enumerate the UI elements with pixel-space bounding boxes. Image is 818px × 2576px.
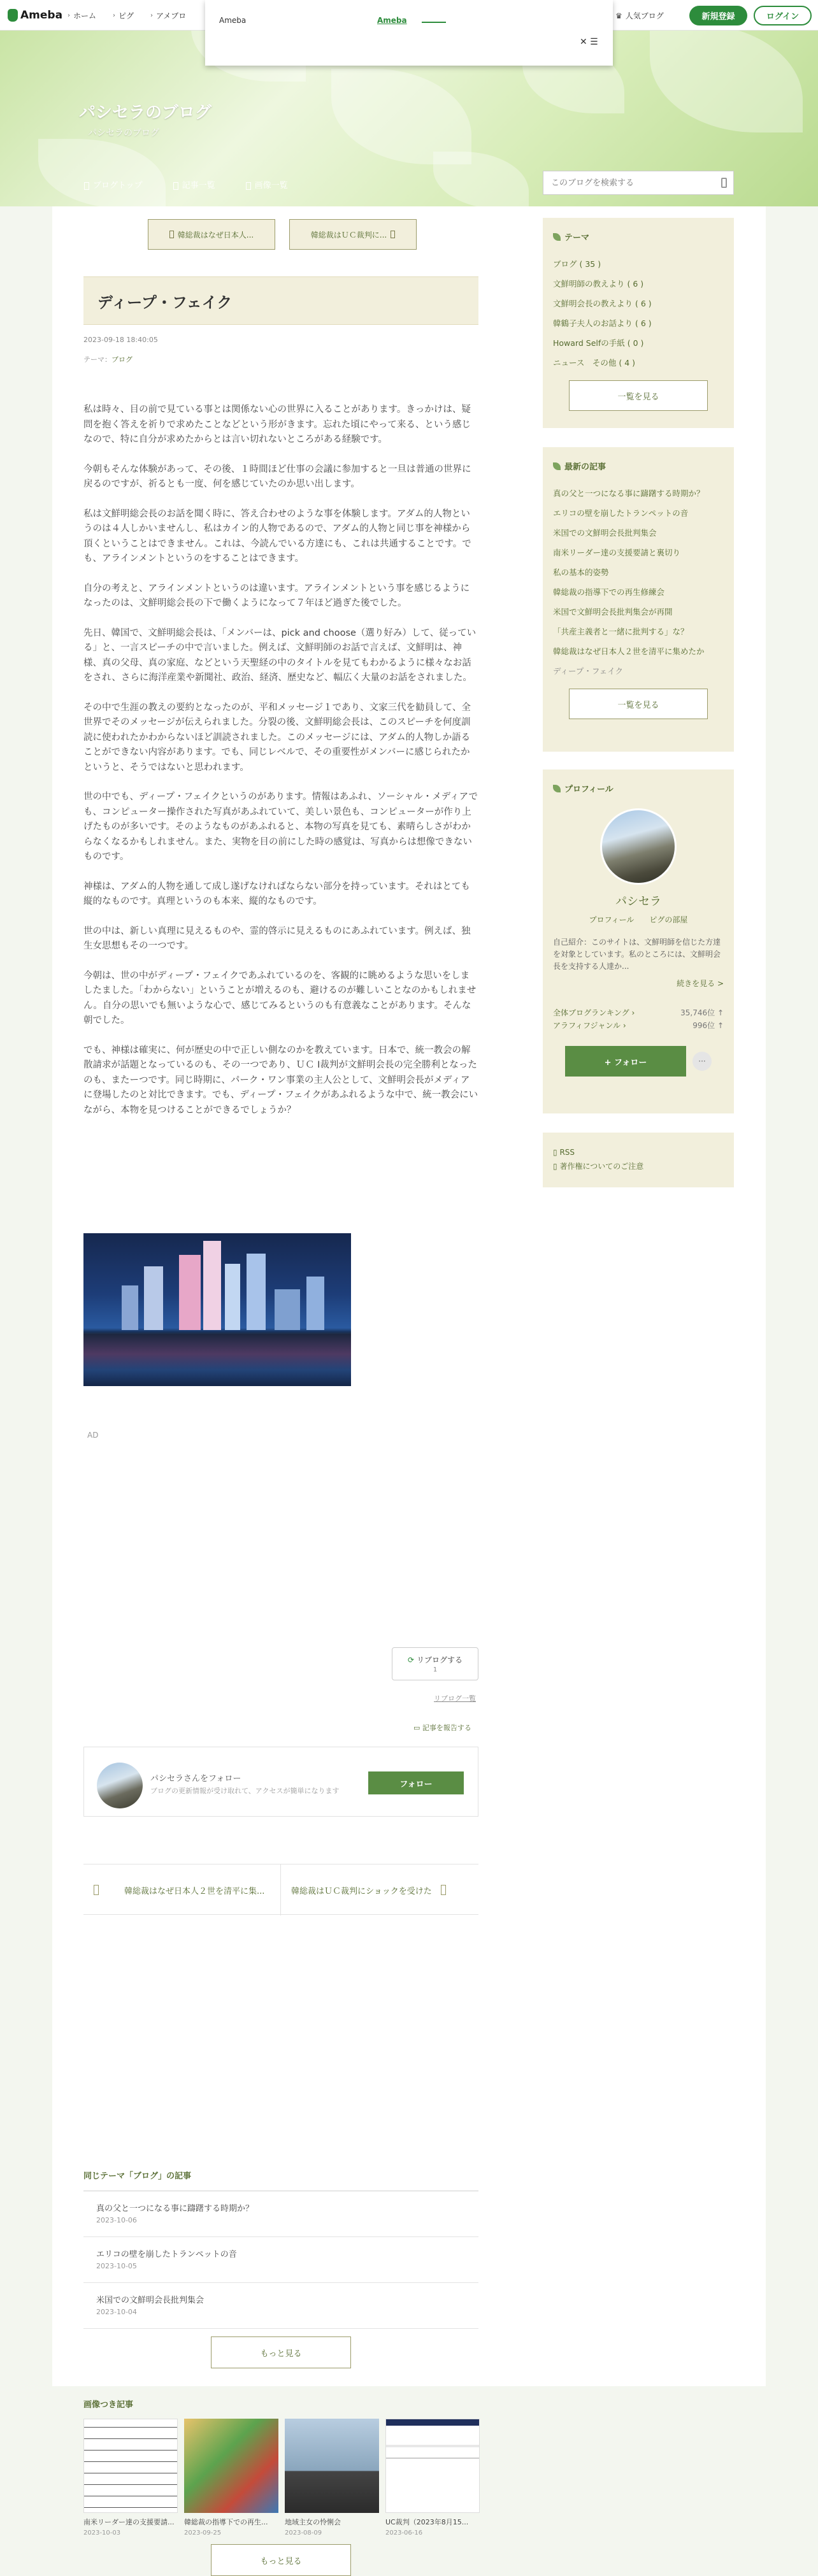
follow-card-subtitle: ブログの更新情報が受け取れて、アクセスが簡単になります xyxy=(150,1787,340,1795)
entry-body xyxy=(83,403,478,1133)
prev-article-bottom-label: 韓総裁はなぜ日本人２世を清平に集... xyxy=(124,1886,265,1896)
blog-search-input[interactable] xyxy=(543,171,703,194)
recent-list xyxy=(553,483,724,681)
related-title: エリコの壁を崩したトランペットの音 xyxy=(96,2250,237,2259)
entry-paragraph: 今朝もそんな体験があって、その後、１時間ほど仕事の会議に参加すると一旦は普通の世界に戻るのですが、祈るとも一度、何を感じていたのか思い出します。 xyxy=(83,464,471,489)
leaf-icon xyxy=(553,785,561,792)
related-date: 2023-10-04 xyxy=(96,2308,137,2316)
related-date: 2023-10-06 xyxy=(96,2216,137,2224)
city-night-image xyxy=(83,1233,351,1386)
theme-widget-title xyxy=(553,231,724,243)
related-more-button[interactable]: もっと見る xyxy=(211,2336,351,2368)
copyright-label: 著作権についてのご注意 xyxy=(559,1162,644,1171)
profile-links[interactable]: プロフィール ピグの部屋 xyxy=(589,915,688,924)
dropdown-ameba-link[interactable]: Ameba xyxy=(377,16,407,25)
theme-item[interactable]: Howard Selfの手紙 ( 0 ) xyxy=(553,338,644,348)
theme-more-button[interactable]: 一覧を見る xyxy=(569,380,708,411)
list-item[interactable] xyxy=(83,2237,478,2283)
recent-item[interactable]: 真の父と一つになる事に躊躇する時期か？ xyxy=(553,489,705,498)
related-title: 米国での文鮮明会長批判集会 xyxy=(96,2296,204,2305)
follow-button[interactable]: フォロー xyxy=(368,1771,464,1794)
image-article-title: 南米リーダー達の支援要請... xyxy=(83,2518,175,2526)
image-article[interactable] xyxy=(184,2419,278,2537)
entry-paragraph: 私は時々、目の前で見ている事とは関係ない心の世界に入ることがあります。きっかけは、疑問を抱く答えを祈りで求めたことなどという形がきます。忘れた頃にやって来る、という感じなので、特に自分が求めたからとは言い切れないところがある経験です。 xyxy=(83,404,471,445)
image-articles xyxy=(83,2419,478,2537)
gnav-home-label: ホーム xyxy=(73,11,97,20)
chevron-right-icon: › xyxy=(113,12,116,19)
crown-icon: ♛ xyxy=(615,11,622,20)
leaf-icon xyxy=(553,462,561,470)
info-icon: ▯ xyxy=(553,1162,557,1171)
entry-paragraph: でも、神様は確実に、何が歴史の中で正しい側なのかを教えています。日本で、統一教会の解散請求が話題となっているのも、その一つであり、ＵＣ I裁判が文鮮明会長の完全勝利となったのも、またーつです。同じ時期に、パーク・ワン事業の主人公として、文鮮明会長がメディアに登場したのと対比できます。でも、ディープ・フェイクがあふれるような中で、統一教会にいながら、本物を見つけることができるでしょうか？ xyxy=(83,1045,478,1115)
prev-article-button[interactable] xyxy=(148,219,275,250)
profile-widget-title xyxy=(553,782,724,794)
report-link[interactable] xyxy=(413,1722,471,1733)
leaf-decoration xyxy=(331,69,471,164)
chevron-right-icon xyxy=(391,231,395,238)
reblog-list-link[interactable]: リブログ一覧 xyxy=(434,1694,476,1703)
ad-label: AD xyxy=(87,1431,99,1440)
building xyxy=(203,1241,221,1330)
water-reflection xyxy=(83,1333,351,1386)
page-icon xyxy=(246,182,251,190)
popular-blogs-link[interactable] xyxy=(615,10,664,21)
building xyxy=(144,1266,163,1330)
related-title: 真の父と一つになる事に躊躇する時期か？ xyxy=(96,2204,254,2214)
reblog-label-text: リブログする xyxy=(416,1656,463,1664)
rss-label: RSS xyxy=(559,1148,575,1157)
rss-icon: ▯ xyxy=(553,1148,557,1157)
image-article-date: 2023-10-03 xyxy=(83,2529,121,2537)
reblog-label xyxy=(408,1654,463,1665)
theme-item[interactable]: 韓鶴子夫人のお話より ( 6 ) xyxy=(553,318,652,328)
recent-widget xyxy=(543,447,734,752)
recent-item[interactable]: 米国で文鮮明会長批判集会が再開 xyxy=(553,607,673,617)
building xyxy=(247,1254,266,1330)
chevron-right-icon: › xyxy=(68,12,70,19)
image-article-title: 地域主女の怜悧会 xyxy=(285,2518,341,2526)
prev-article-link[interactable] xyxy=(83,1864,281,1915)
related-heading: 同じテーマ「ブログ」の記事 xyxy=(83,2172,192,2181)
search-icon[interactable] xyxy=(721,178,727,188)
image-articles-more-button[interactable]: もっと見る xyxy=(211,2544,351,2576)
entry-paragraph: 世の中でも、ディープ・フェイクというのがあります。情報はあふれ、ソーシャル・メディアでも、コンピューター操作された写真があふれていて、美しい景色も、コンピューターが作り上げたものが多いです。そのようなものがあふれると、本物の写真を見ても、素晴らしさがわからなくなるかもしれません。また、実物を目の前にした時の感覚は、写真からは想像できないものです。 xyxy=(83,792,478,862)
popular-blogs-label: 人気ブログ xyxy=(625,11,664,20)
chevron-right-icon xyxy=(441,1885,446,1895)
image-articles-heading: 画像つき記事 xyxy=(83,2400,134,2410)
more-options-icon[interactable]: ··· xyxy=(692,1052,712,1071)
blog-title[interactable]: パシセラのブログ xyxy=(79,103,212,122)
gnav-ameblo-label: アメブロ xyxy=(156,11,187,20)
leaf-decoration xyxy=(38,139,166,209)
chevron-right-icon: › xyxy=(150,12,154,19)
entry-paragraph: 先日、韓国で、文鮮明総会長は、「メンバーは、pick and choose（選り好み）して、従っている」と、一言スピーチの中で言いました。例えば、文鮮明師のお話で言えば、文鮮明は、神様、真の父母、真の家庭、などという天聖経の中のタイトルを見てもわかるように様々なお話をされ、さらに海洋産業や新聞社、政治、経済、歴史など、幅広く大量のお話をされました。 xyxy=(83,627,477,683)
theme-item[interactable]: 文鮮明会長の教えより ( 6 ) xyxy=(553,299,652,308)
gnav-pigg-label: ピグ xyxy=(118,11,134,20)
follow-card xyxy=(83,1747,478,1817)
document-thumbnail xyxy=(385,2419,480,2513)
avatar[interactable] xyxy=(600,808,677,885)
profile-widget xyxy=(543,769,734,1113)
ranking xyxy=(553,1006,724,1032)
related-list xyxy=(83,2191,478,2329)
blog-search xyxy=(543,171,734,195)
recent-more-button[interactable]: 一覧を見る xyxy=(569,689,708,719)
crowd-painting-thumbnail xyxy=(184,2419,278,2513)
chevron-left-icon xyxy=(169,231,174,238)
theme-link[interactable]: ブログ xyxy=(111,355,133,364)
image-article-date: 2023-06-16 xyxy=(385,2529,423,2537)
pager-top xyxy=(148,219,417,250)
theme-widget xyxy=(543,218,734,428)
global-nav xyxy=(68,10,186,21)
handwritten-note-thumbnail xyxy=(83,2419,178,2513)
profile-follow-button[interactable]: + フォロー xyxy=(565,1046,686,1077)
recent-item[interactable]: 韓総裁はなぜ日本人２世を清平に集めたか xyxy=(553,647,705,656)
login-button[interactable]: ログイン xyxy=(754,6,812,25)
theme-item[interactable]: 文鮮明師の教えより ( 6 ) xyxy=(553,279,644,289)
building xyxy=(306,1277,324,1330)
ranking-row[interactable] xyxy=(553,1006,724,1019)
recent-item[interactable]: 韓総裁の指導下での再生修練会 xyxy=(553,587,665,597)
image-article[interactable] xyxy=(385,2419,480,2537)
profile-intro: 自己紹介：このサイトは、文鮮明師を信じた方達を対象としています。私のところには、文鮮明会長を支持する人達か... xyxy=(553,938,721,971)
ameba-dropdown-panel xyxy=(205,0,613,66)
profile-follow xyxy=(553,1046,724,1077)
recent-item[interactable]: エリコの壁を崩したトランペットの音 xyxy=(553,508,689,518)
page-icon xyxy=(84,182,89,190)
profile-widget-title-text: プロフィール xyxy=(564,785,614,794)
entry-title: ディープ・フェイク xyxy=(83,276,478,325)
gnav-home[interactable] xyxy=(68,10,96,21)
blog-nav xyxy=(84,178,288,190)
entry-paragraph: 世の中は、新しい真理に見えるものや、霊的啓示に見えるものにあふれています。例えば、独生女思想もその一つです。 xyxy=(83,926,471,951)
ranking-name: 全体ブログランキング › xyxy=(553,1008,635,1017)
dropdown-left-label: Ameba xyxy=(219,16,247,25)
close-icon[interactable]: ✕ ☰ xyxy=(580,37,598,47)
entry-paragraph: 私は文鮮明総会長のお話を聞く時に、答え合わせのような事を体験します。アダム的人物というのは４人しかいませんし、私はカイン的人物であるので、アダム的人物と同じ事を神様から頂くということはできません。これは、今読んでいる方達にも、これは共通することです。でも、アラインメントというのをすることはできます。 xyxy=(83,508,471,564)
recent-item-current: ディープ・フェイク xyxy=(553,666,624,676)
gnav-ameblo[interactable] xyxy=(150,10,186,21)
ranking-row[interactable] xyxy=(553,1019,724,1032)
blog-nav-images-label: 画像一覧 xyxy=(254,181,288,190)
recent-item[interactable]: 私の基本的姿勢 xyxy=(553,568,609,577)
recent-widget-title xyxy=(553,460,724,472)
follow-card-title: パシセラさんをフォロー xyxy=(150,1774,241,1784)
blog-nav-articles[interactable] xyxy=(173,178,215,190)
ameba-logo[interactable] xyxy=(8,8,62,23)
dancers-thumbnail xyxy=(285,2419,379,2513)
chevron-left-icon xyxy=(94,1885,99,1895)
rss-link[interactable] xyxy=(553,1145,724,1159)
ranking-name: アラフィフジャンル › xyxy=(553,1021,626,1030)
related-date: 2023-10-05 xyxy=(96,2262,137,2270)
building xyxy=(179,1255,201,1330)
theme-list xyxy=(553,254,724,373)
building xyxy=(225,1264,240,1330)
reblog-button[interactable] xyxy=(392,1647,478,1680)
gnav-pigg[interactable] xyxy=(113,10,134,21)
image-article-date: 2023-08-09 xyxy=(285,2529,322,2537)
links-widget xyxy=(543,1133,734,1187)
leaf-decoration xyxy=(650,24,803,132)
prev-article-label: 韓総裁はなぜ日本人... xyxy=(177,230,254,240)
next-article-link[interactable] xyxy=(281,1864,478,1915)
recent-widget-title-text: 最新の記事 xyxy=(564,462,606,472)
entry-paragraph: その中で生涯の教えの要約となったのが、平和メッセージ１であり、文家三代を勧員して、全世界でそのメッセージが伝えられました。分裂の後、文鮮明総会長は、このスピーチを何度訓読に使われたかわからないほど訓読されました。このメッセージには、アダム的人物しか語ることができない内容があります。でも、同じレベルで、その重要性がメンバーに感じられたかというと、そうではないと思われます。 xyxy=(83,702,471,773)
blog-nav-top-label: ブログトップ xyxy=(93,181,143,190)
image-article[interactable] xyxy=(83,2419,178,2537)
register-button[interactable]: 新規登録 xyxy=(689,6,747,25)
theme-label: テーマ： xyxy=(83,355,111,364)
entry-paragraph: 今朝は、世の中がディープ・フェイクであふれているのを、客観的に眺めるような思いをしましたました。「わからない」ということが増えるのも、避けるのが難しいことなのかもしれません。自分の思いでも無いような心で、感じてみるというのも有意義なことがあります。そんな朝でした。 xyxy=(83,970,477,1026)
blog-nav-images[interactable] xyxy=(246,178,288,190)
blog-subtitle: パシセラのブログ xyxy=(88,128,159,138)
image-article[interactable] xyxy=(285,2419,379,2537)
building xyxy=(122,1285,138,1330)
building xyxy=(275,1289,300,1330)
ranking-value: 996位 ↑ xyxy=(692,1021,724,1030)
list-item[interactable] xyxy=(83,2191,478,2237)
image-article-date: 2023-09-25 xyxy=(184,2529,222,2537)
recent-item[interactable]: 米国での文鮮明会長批判集会 xyxy=(553,528,657,538)
next-article-label: 韓総裁はＵＣ裁判に... xyxy=(310,230,387,240)
image-article-title: UC裁判（2023年8月15... xyxy=(385,2518,469,2526)
report-label: 記事を報告する xyxy=(422,1724,471,1732)
dropdown-underline xyxy=(422,22,446,23)
pager-bottom xyxy=(83,1864,478,1915)
copyright-link[interactable] xyxy=(553,1159,724,1173)
ameba-logo-icon xyxy=(8,9,18,22)
avatar xyxy=(97,1763,143,1808)
profile-name[interactable]: パシセラ xyxy=(615,895,661,908)
recent-item[interactable]: 「共産主義者と一緒に批判する」な？ xyxy=(553,627,689,636)
reblog-icon: ⟳ xyxy=(408,1656,415,1664)
leaf-decoration xyxy=(433,152,529,209)
theme-item[interactable]: ニュース その他 ( 4 ) xyxy=(553,358,636,368)
entry-paragraph: 自分の考えと、アラインメントというのは違います。アラインメントという事を感じるようになったのは、文鮮明総会長の下で働くようになって７年ほど過ぎた後でした。 xyxy=(83,583,470,608)
next-article-bottom-label: 韓総裁はＵＣ裁判にショックを受けた xyxy=(291,1886,432,1896)
report-icon: ▭ xyxy=(413,1724,420,1732)
entry-theme xyxy=(83,354,133,364)
entry-date: 2023-09-18 18:40:05 xyxy=(83,336,158,344)
image-article-title: 韓総裁の指導下での再生... xyxy=(184,2518,268,2526)
blog-nav-top[interactable] xyxy=(84,178,143,190)
page-icon xyxy=(173,182,178,190)
ranking-value: 35,746位 ↑ xyxy=(680,1008,724,1017)
blog-nav-articles-label: 記事一覧 xyxy=(182,181,215,190)
entry-paragraph: 神様は、アダム的人物を通して成し遂げなければならない部分を持っています。それはとても縦的なものです。真理というのも本来、縦的なものです。 xyxy=(83,881,470,906)
theme-widget-title-text: テーマ xyxy=(564,233,590,243)
recent-item[interactable]: 南米リーダー達の支援要請と裏切り xyxy=(553,548,681,557)
next-article-button[interactable] xyxy=(289,219,417,250)
theme-item[interactable]: ブログ ( 35 ) xyxy=(553,259,601,269)
reblog-count: 1 xyxy=(433,1666,438,1673)
ameba-logo-text: Ameba xyxy=(20,9,63,22)
list-item[interactable] xyxy=(83,2283,478,2329)
profile-read-more[interactable]: 続きを見る > xyxy=(677,979,724,988)
leaf-icon xyxy=(553,233,561,241)
